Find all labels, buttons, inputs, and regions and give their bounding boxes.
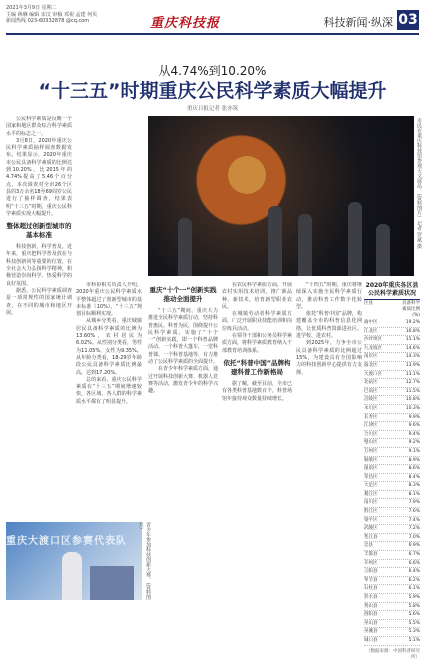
region-value: 14.3% [405, 354, 420, 360]
region-name: 石柱县 [364, 586, 378, 592]
paragraph: 在青少年科学素质方面，通过开展科技创新大赛、机器人竞赛等活动，激发青少年的科学兴趣。 [148, 366, 218, 395]
article-column-4 [222, 282, 292, 582]
table-row [364, 560, 420, 569]
article-column-1 [6, 116, 72, 516]
region-value: 5.3% [408, 629, 420, 635]
visitor-figure [298, 214, 312, 276]
table-row [364, 491, 420, 500]
region-name: 北碚区 [364, 380, 378, 386]
table-row [364, 371, 420, 380]
region-name: 铜梁区 [364, 457, 378, 463]
region-name: 九龙坡区 [364, 345, 382, 351]
newspaper-logo: 重庆科技报 [150, 16, 221, 31]
table-row [364, 482, 420, 491]
table-row [364, 396, 420, 405]
region-name: 奉节县 [364, 577, 378, 583]
region-name: 城口县 [364, 637, 378, 643]
region-value: 8.9% [408, 457, 420, 463]
table-row [364, 336, 420, 345]
table-row [364, 637, 420, 646]
paragraph: 在领导干部和公务员科学素质方面，将科学素质教育纳入干部教育培训体系。 [222, 333, 292, 354]
region-value: 16.8% [405, 328, 420, 334]
table-row [364, 414, 420, 423]
region-name: 梁平区 [364, 517, 378, 523]
region-name: 大渡口区 [364, 371, 382, 377]
region-name: 綦江区 [364, 491, 378, 497]
region-value: 11.5% [405, 388, 420, 394]
region-value: 5.1% [408, 637, 420, 643]
exhibit-photo [148, 116, 414, 276]
region-name: 涪陵区 [364, 397, 378, 403]
table-source: （数据来源：中国科普研究所） [366, 648, 420, 660]
table-row [364, 568, 420, 577]
column-header-value: 具备科学素质比例(%) [402, 301, 420, 318]
region-name: 武隆区 [364, 526, 378, 532]
region-value: 9.4% [408, 431, 420, 437]
visitor-figure [268, 206, 282, 276]
table-row [364, 525, 420, 534]
table-row [364, 388, 420, 397]
region-value: 9.9% [408, 414, 420, 420]
region-value: 9.6% [408, 423, 420, 429]
region-value: 8.3% [408, 483, 420, 489]
table-body [364, 319, 420, 646]
region-value: 6.7% [408, 552, 420, 558]
paragraph: “十三五”期间，重庆大力推进全民科学素质行动，坚持科普惠民、科普为民，围绕提升公民科学素质，实施了“十个一”创新实践，即一个科普品牌活动、一个科普大篷车、一堂科普课、一个科普基地等，有力推动了公民科学素质的全面提升。 [148, 308, 218, 366]
table-row [364, 594, 420, 603]
table-row [364, 328, 420, 337]
region-value: 12.7% [405, 380, 420, 386]
photo-caption: 市民在重庆科技馆参观天文展品。（资料图片）记者 罗斌 摄 [416, 118, 422, 249]
region-value: 7.2% [408, 526, 420, 532]
region-value: 9.1% [408, 448, 420, 454]
region-value: 13.9% [405, 362, 420, 368]
table-row [364, 422, 420, 431]
column-header-region: 区县 [364, 301, 373, 306]
region-value: 7.0% [408, 534, 420, 540]
region-value: 8.4% [408, 474, 420, 480]
region-name: 渝北区 [364, 362, 378, 368]
section-subheading: 依托“科普中国”品牌构建科普工作新格局 [223, 358, 291, 376]
region-name: 大足区 [364, 483, 378, 489]
article-column-2 [76, 282, 142, 516]
paragraph: 依托“科普中国”品牌，构建覆盖全市的科普信息化网络，让优质科普资源进社区、进学校、进农村。 [296, 311, 362, 340]
region-value: 6.1% [408, 586, 420, 592]
region-name: 垫江县 [364, 534, 378, 540]
display-board [90, 566, 134, 600]
region-value: 6.4% [408, 569, 420, 575]
paragraph: 据了解，截至目前，全市已有各类科普基地数百个，科普场馆年接待观众数量持续增长。 [222, 380, 292, 402]
region-name: 巫溪县 [364, 629, 378, 635]
region-name: 沙坪坝区 [364, 337, 382, 343]
issue-date: 2021年3月9日 星期二 [6, 5, 57, 11]
article-subtitle: 从4.74%到10.20% [158, 64, 267, 78]
table-row [364, 628, 420, 637]
photo-caption: 青少年参加科技创新大赛。（资料图片） [138, 522, 151, 600]
table-row [364, 457, 420, 466]
section-subheading: 重庆“十个一”创新实践推动全面提升 [149, 286, 217, 303]
phone-line: 新闻热线 023-60332878 @cq.com [6, 18, 90, 24]
table-row [364, 439, 420, 448]
region-name: 渝中区 [364, 320, 378, 325]
paragraph: 公民科学素质是反映一个国家和地区群众综合科学素质水平的标志之一。 [6, 116, 72, 137]
page-number: 03 [398, 12, 418, 28]
table-row [364, 448, 420, 457]
region-name: 合川区 [364, 431, 378, 437]
table-row [364, 499, 420, 508]
region-name: 云阳县 [364, 569, 378, 575]
region-value: 6.2% [408, 577, 420, 583]
table-row [364, 585, 420, 594]
visitor-figure [348, 202, 362, 276]
page-header [0, 0, 425, 54]
region-name: 巴南区 [364, 388, 378, 394]
table-row [364, 353, 420, 362]
region-value: 10.8% [405, 397, 420, 403]
article-headline: “十三五”时期重庆公民科学素质大幅提升 [38, 80, 387, 102]
region-name: 璧山区 [364, 440, 378, 446]
header-meta [6, 5, 116, 25]
table-row [364, 379, 420, 388]
region-name: 南岸区 [364, 354, 378, 360]
region-value: 5.9% [408, 595, 420, 600]
table-row [364, 508, 420, 517]
paragraph: 市科协相关负责人介绍，2020年重庆公民科学素质水平整体超过了创新型城市的基本标准（10%），“十三五”规划目标顺利实现。 [76, 282, 142, 318]
region-value: 19.2% [405, 320, 420, 325]
table-divider [364, 299, 420, 300]
table-row [364, 577, 420, 586]
region-name: 南川区 [364, 500, 378, 506]
table-row [364, 517, 420, 526]
table-row [364, 345, 420, 354]
header-divider [6, 33, 419, 35]
region-value: 7.9% [408, 500, 420, 506]
table-row [364, 603, 420, 612]
region-value: 14.6% [405, 345, 420, 351]
paragraph: 据悉，公民科学素质调查是一项常规性的国家统计调查，在不同的城市和地区开展。 [6, 287, 72, 316]
district-table [364, 282, 420, 660]
region-value: 7.6% [408, 509, 420, 515]
paragraph: 在城镇劳动者科学素质方面，广泛开展职业技能培训和岗位练兵活动。 [222, 311, 292, 332]
region-value: 7.4% [408, 517, 420, 523]
region-value: 5.8% [408, 603, 420, 609]
table-header [364, 301, 420, 319]
table-row [364, 431, 420, 440]
paragraph: 总的来看，重庆公民科学素质在“十三五”期间增速较快，各区域、各人群的科学素质水平都有了明显提升。 [76, 376, 142, 405]
table-row [364, 362, 420, 371]
region-value: 15.1% [405, 337, 420, 343]
region-value: 6.6% [408, 560, 420, 566]
table-row [364, 534, 420, 543]
region-value: 10.3% [405, 405, 420, 411]
paragraph: 到2025年，力争全市公民具备科学素质的比例超过15%，为建设具有全国影响力的科技创新中心提供有力支撑。 [296, 340, 362, 376]
region-name: 丰都县 [364, 552, 378, 558]
article-column-3 [148, 282, 218, 582]
region-name: 秀山县 [364, 603, 378, 609]
planet-model [228, 156, 266, 194]
paragraph: 3月8日，2020年重庆公民科学素质抽样调查数据发布。结果显示，2020年重庆市公民具备科学素质的比例达到10.20%，比2015年的4.74%提高了5.46个百分点。本次调查对全市26个区县的3万余名18至69周岁公民进行了抽样调查，结果表明“十三五”时期，重庆公民科学素质实现大幅提升。 [6, 137, 72, 217]
section-subheading: 整体超过创新型城市的基本标准 [6, 222, 72, 240]
region-name: 忠县 [364, 543, 373, 549]
table-row [364, 474, 420, 483]
region-name: 万州区 [364, 448, 378, 454]
region-value: 13.1% [405, 371, 420, 377]
region-value: 6.9% [408, 543, 420, 549]
article-byline: 重庆日报记者 张亦筑 [186, 106, 239, 112]
region-name: 江北区 [364, 328, 378, 334]
table-row [364, 611, 420, 620]
region-value: 9.2% [408, 440, 420, 446]
table-row [364, 405, 420, 414]
region-name: 开州区 [364, 560, 378, 566]
table-row [364, 620, 420, 629]
paragraph: 在农民科学素质方面，开展农村实用技术培训，推广新品种、新技术，培育新型职业农民。 [222, 282, 292, 310]
region-value: 8.1% [408, 491, 420, 497]
region-name: 酉阳县 [364, 612, 378, 618]
region-value: 8.6% [408, 466, 420, 472]
article-column-5 [296, 282, 362, 582]
table-row [364, 551, 420, 560]
region-name: 长寿区 [364, 414, 378, 420]
section-title: 科技新闻·纵深 [323, 16, 393, 29]
visitor-figure [376, 224, 390, 276]
region-name: 江津区 [364, 423, 378, 429]
competition-photo [6, 522, 142, 600]
table-row [364, 542, 420, 551]
region-name: 荣昌区 [364, 474, 378, 480]
editor-line: 主编 蒋琳 编辑 宋汶 审稿 邓祝 孟建 何贝 [6, 11, 98, 18]
region-name: 黔江区 [364, 509, 378, 515]
team-banner: 重庆大渡口区参赛代表队 [6, 536, 127, 547]
region-name: 潼南区 [364, 466, 378, 472]
region-name: 永川区 [364, 405, 378, 411]
table-title: 2020年重庆各区县公民科学素质状况 [365, 282, 419, 297]
table-row [364, 319, 420, 328]
paragraph: 科技创新，科学普及。近年来，重庆把科学普及放在与科技创新同等重要的位置，在全社会大力弘扬科学精神，积极营造崇尚科学、热爱科学的良好氛围。 [6, 244, 72, 287]
table-row [364, 465, 420, 474]
paragraph: 从城乡分类看，重庆城镇居民具备科学素质的比例为13.60%，农村居民为6.02%。从性别分类看，男性为11.05%，女性为9.35%。从年龄分类看，18-29岁年龄段公民具备科学素质比例最高，达到17.20%。 [76, 318, 142, 376]
region-name: 巫山县 [364, 620, 378, 626]
region-value: 5.5% [408, 620, 420, 626]
visitor-figure [178, 218, 192, 276]
region-value: 5.6% [408, 612, 420, 618]
paragraph: “十四五”时期，重庆将继续深入实施全民科学素质行动，推动科普工作数字化转型。 [296, 282, 362, 310]
region-name: 彭水县 [364, 595, 378, 600]
presenter-figure [62, 552, 82, 600]
